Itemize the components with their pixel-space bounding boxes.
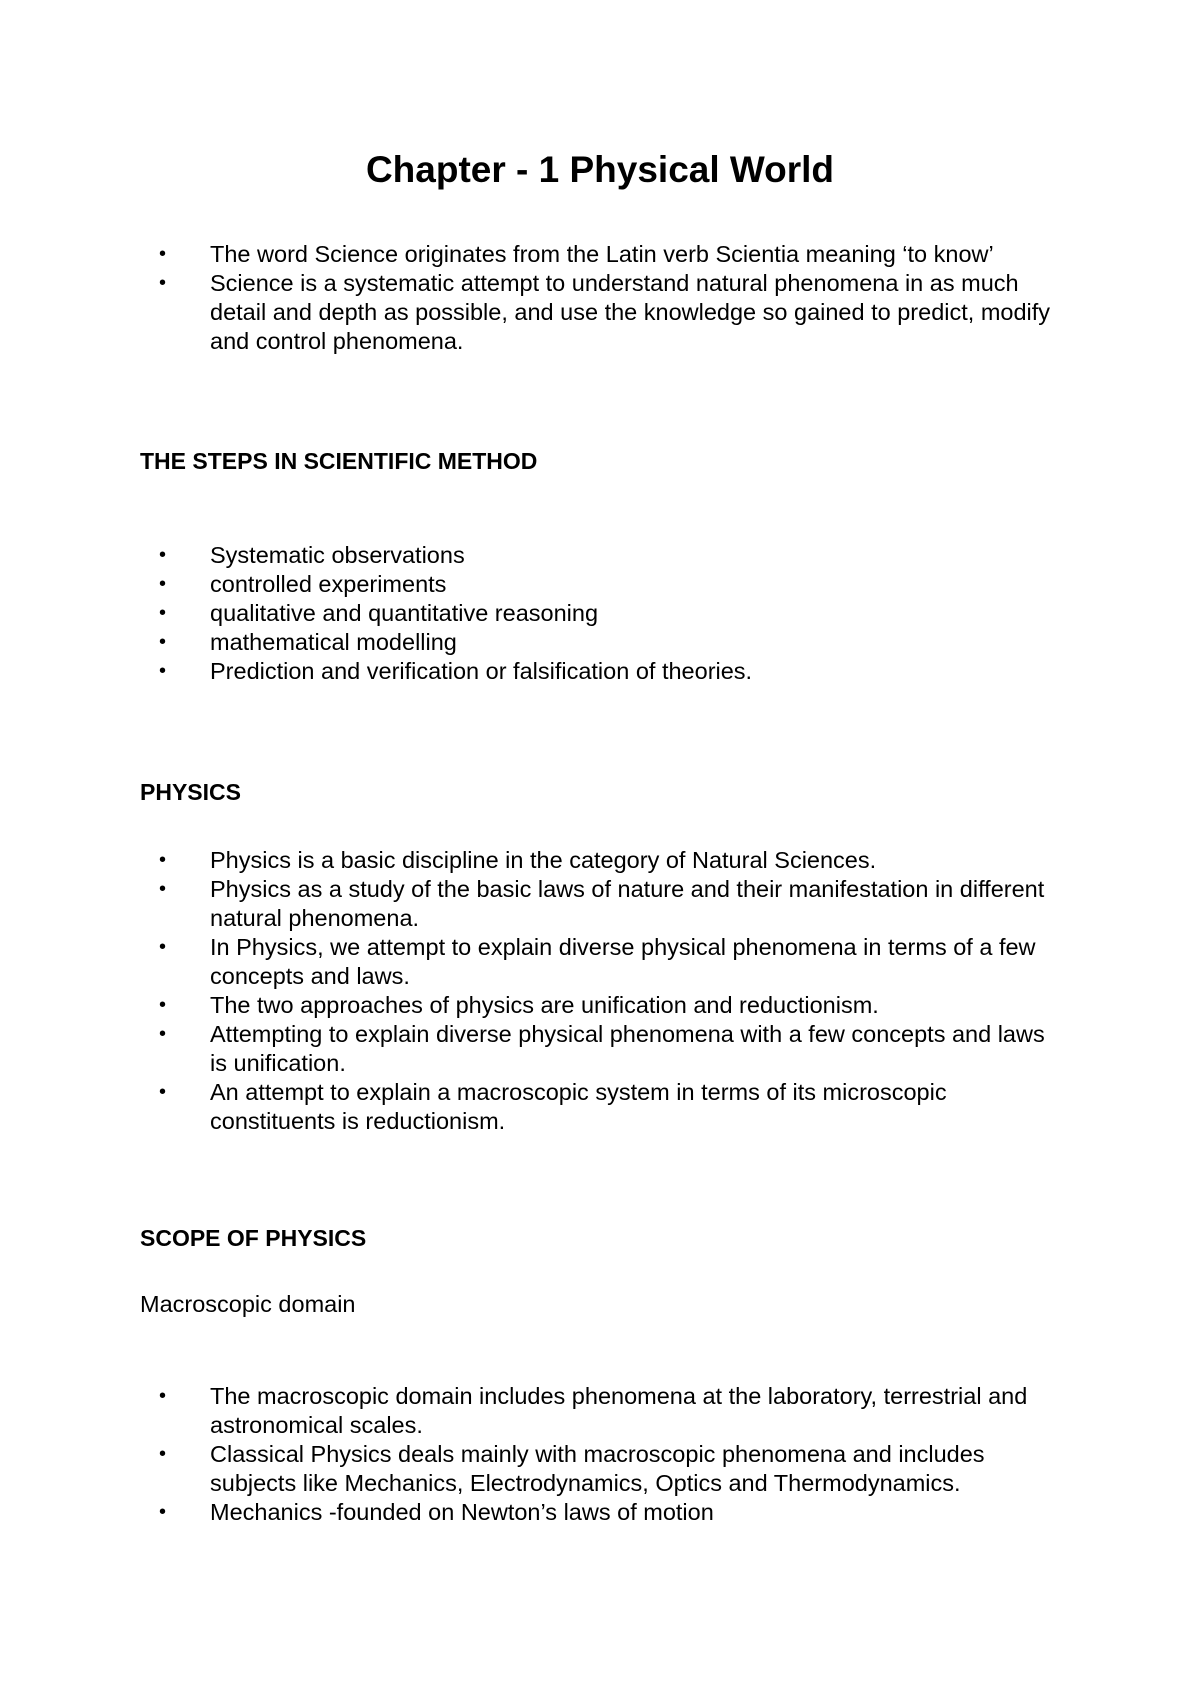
bullet-icon: • <box>159 994 167 1016</box>
section-heading-physics: PHYSICS <box>140 779 241 805</box>
list-item <box>0 541 1058 570</box>
list-item <box>0 657 1058 686</box>
list-item-text: qualitative and quantitative reasoning <box>210 600 599 626</box>
bullet-icon: • <box>159 602 167 624</box>
list-item <box>0 846 1058 875</box>
list-item-text: Physics is a basic discipline in the category of Natural Sciences. <box>210 847 877 873</box>
bullet-icon: • <box>159 936 167 958</box>
list-item-text: The two approaches of physics are unification and reductionism. <box>210 992 879 1018</box>
subsection-heading-macroscopic: Macroscopic domain <box>140 1291 356 1317</box>
list-item <box>0 875 1058 933</box>
list-item <box>0 599 1058 628</box>
bullet-icon: • <box>159 1443 167 1465</box>
section-heading-steps: THE STEPS IN SCIENTIFIC METHOD <box>140 448 538 474</box>
bullet-icon: • <box>159 272 167 294</box>
intro-list <box>0 240 1200 356</box>
physics-list <box>0 846 1200 1136</box>
bullet-icon: • <box>159 849 167 871</box>
list-item-text: An attempt to explain a macroscopic system in terms of its microscopic constituents is reductionism. <box>210 1079 947 1134</box>
list-item <box>0 1020 1058 1078</box>
list-item <box>0 628 1058 657</box>
list-item-text: The word Science originates from the Latin verb Scientia meaning ‘to know’ <box>210 241 994 267</box>
list-item-text: The macroscopic domain includes phenomena at the laboratory, terrestrial and astronomical scales. <box>210 1383 1028 1438</box>
bullet-icon: • <box>159 1023 167 1045</box>
list-item-text: controlled experiments <box>210 571 447 597</box>
list-item-text: Systematic observations <box>210 542 465 568</box>
bullet-icon: • <box>159 660 167 682</box>
list-item-text: Classical Physics deals mainly with macroscopic phenomena and includes subjects like Mechanics, Electrodynamics, Optics and Thermodynamics. <box>210 1441 985 1496</box>
bullet-icon: • <box>159 573 167 595</box>
steps-list <box>0 541 1200 686</box>
list-item-text: Physics as a study of the basic laws of nature and their manifestation in different natural phenomena. <box>210 876 1045 931</box>
bullet-icon: • <box>159 631 167 653</box>
bullet-icon: • <box>159 1385 167 1407</box>
list-item-text: Science is a systematic attempt to understand natural phenomena in as much detail and depth as possible, and use the knowledge so gained to predict, modify and control phenomena. <box>210 270 1051 354</box>
bullet-icon: • <box>159 1501 167 1523</box>
list-item <box>0 240 1058 269</box>
page-title: Chapter - 1 Physical World <box>365 149 835 190</box>
list-item <box>0 570 1058 599</box>
list-item <box>0 269 1058 356</box>
list-item <box>0 1382 1058 1440</box>
list-item <box>0 1440 1058 1498</box>
bullet-icon: • <box>159 243 167 265</box>
list-item <box>0 991 1058 1020</box>
list-item-text: In Physics, we attempt to explain diverse physical phenomena in terms of a few concepts and laws. <box>210 934 1036 989</box>
scope-list <box>0 1382 1200 1527</box>
bullet-icon: • <box>159 878 167 900</box>
list-item-text: Mechanics -founded on Newton’s laws of motion <box>210 1499 714 1525</box>
bullet-icon: • <box>159 544 167 566</box>
list-item-text: Attempting to explain diverse physical phenomena with a few concepts and laws is unification. <box>210 1021 1045 1076</box>
list-item <box>0 1078 1058 1136</box>
list-item-text: mathematical modelling <box>210 629 457 655</box>
list-item <box>0 1498 1058 1527</box>
bullet-icon: • <box>159 1081 167 1103</box>
section-heading-scope: SCOPE OF PHYSICS <box>140 1225 367 1251</box>
list-item-text: Prediction and verification or falsification of theories. <box>210 658 753 684</box>
list-item <box>0 933 1058 991</box>
